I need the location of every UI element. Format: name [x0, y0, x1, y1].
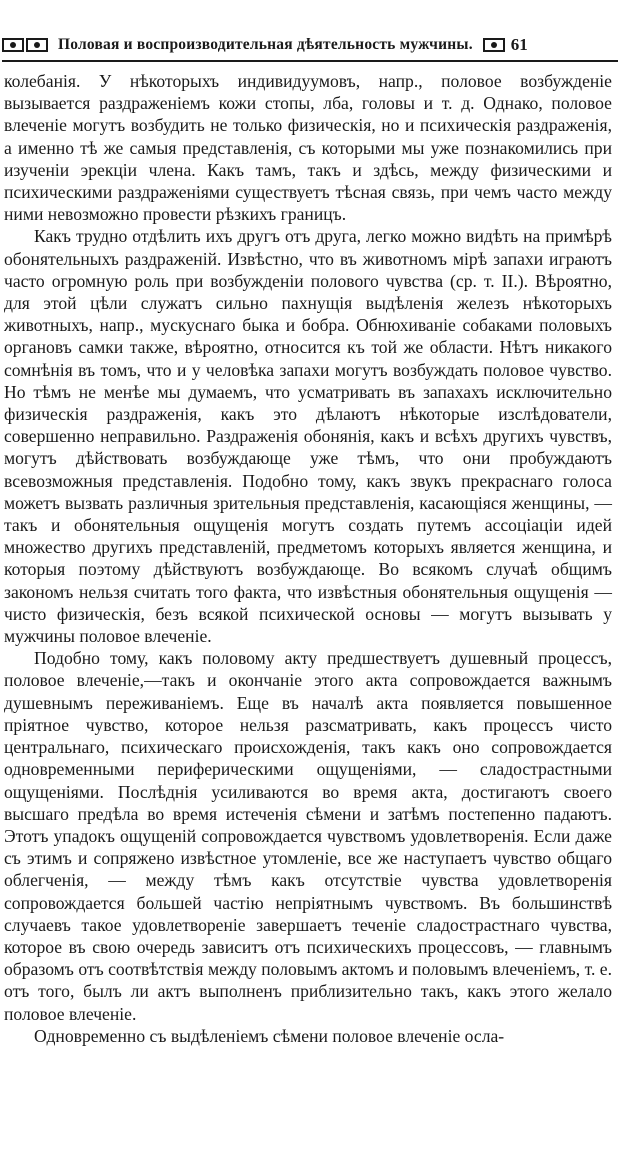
ornament-box-icon [26, 38, 48, 52]
right-ornament [483, 38, 505, 52]
ornament-box-icon [483, 38, 505, 52]
running-title: Половая и воспроизводительная дѣятельность мужчины. [58, 36, 473, 53]
paragraph: Подобно тому, какъ половому акту предшествуетъ душевный процессъ, половое влеченіе,—такъ и окончаніе этого акта сопровождается важнымъ душевнымъ переживаніемъ. Еще въ началѣ акта появляется повышенное пріятное чувство, которое нельзя разсматривать, какъ процессъ чисто центральнаго, психическаго происхожденія, такъ какъ оно сопровождается одновременными периферическими ощущеніями, — сладострастными ощущеніями. Послѣднія усиливаются во время акта, достигаютъ своего высшаго предѣла во время истеченія сѣмени и затѣмъ постепенно падаютъ. Этотъ упадокъ ощущеній сопровождается чувствомъ удовлетворенія. Если даже съ этимъ и сопряжено извѣстное утомленіе, все же наступаетъ чувство общаго облегченія, — между тѣмъ какъ отсутствіе чувства удовлетворенія сопровождается большей частію непріятнымъ чувствомъ. Въ большинствѣ случаевъ такое удовлетвореніе завершаетъ теченіе сладострастнаго чувства, которое въ свою очередь зависитъ отъ психическихъ процессовъ, — главнымъ образомъ отъ соотвѣтствія между половымъ актомъ и половымъ влеченіемъ, т. е. отъ того, былъ ли актъ выполненъ приблизительно такъ, какъ этого желало половое влеченіе. [4, 648, 612, 1024]
page-number: 61 [510, 35, 528, 54]
paragraph: Какъ трудно отдѣлить ихъ другъ отъ друга, легко можно видѣть на примѣрѣ обонятельныхъ раздраженій. Извѣстно, что въ животномъ мірѣ запахи играютъ часто огромную роль при возбужденіи полового чувства (ср. т. II.). Вѣроятно, для этой цѣли служатъ сильно пахнущія выдѣленія железъ нѣкоторыхъ животныхъ, напр., мускуснаго быка и бобра. Обнюхиваніе собаками половыхъ органовъ самки также, вѣроятно, относится къ той же области. Нѣтъ никакого сомнѣнія въ томъ, что и у человѣка запахи могутъ возбуждать половое чувство. Но тѣмъ не менѣе мы думаемъ, что усматривать въ запахахъ исключительно физическія раздраженія, какъ это дѣлаютъ нѣкоторые изслѣдователи, совершенно неправильно. Раздраженія обонянія, какъ и всѣхъ другихъ чувствъ, могутъ дѣйствовать возбуждающе уже тѣмъ, что они пробуждаютъ всевозможныя представленія. Подобно тому, какъ звукъ прекраснаго голоса можетъ вызвать различныя зрительныя представленія, касающіяся женщины, — такъ и обонятельныя ощущенія могутъ создать путемъ ассоціаціи идей множество другихъ представленій, предметомъ которыхъ является женщина, и которыя поэтому дѣйствуютъ возбуждающе. Во всякомъ случаѣ общимъ закономъ нельзя считать того факта, что извѣстныя обонятельныя ощущенія — чисто физическія, безъ всякой психической основы — могутъ вызывать у мужчины половое влеченіе. [4, 226, 612, 647]
body-text [4, 70, 612, 1047]
paragraph: Одновременно съ выдѣленіемъ сѣмени половое влеченіе осла- [34, 1025, 505, 1046]
ornament-box-icon [2, 38, 24, 52]
paragraph: колебанія. У нѣкоторыхъ индивидуумовъ, напр., половое возбужденіе вызывается раздраженіемъ кожи стопы, лба, головы и т. д. Однако, половое влеченіе могутъ возбудить не только физическія, но и психическія раздраженія, а именно тѣ же самыя представленія, съ которыми мы уже познакомились при изученіи эрекціи члена. Какъ тамъ, такъ и здѣсь, между физическими и психическими раздраженіями существуетъ тѣсная связь, при чемъ часто между ними невозможно провести рѣзкихъ границъ. [4, 71, 612, 225]
running-header [2, 30, 618, 62]
left-ornament [2, 38, 48, 52]
